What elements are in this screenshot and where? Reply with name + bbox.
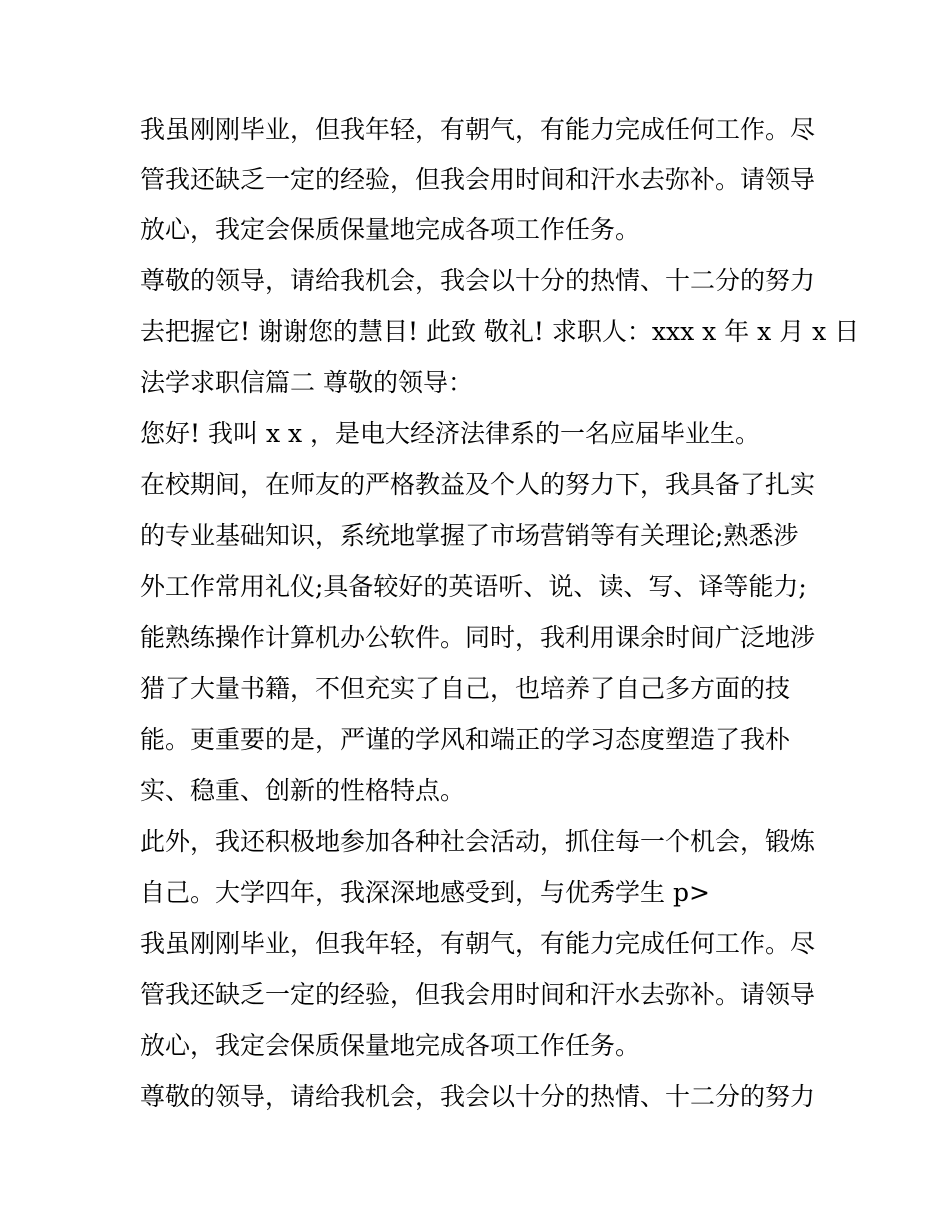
text-line: 管我还缺乏一定的经验，但我会用时间和汗水去弥补。请领导: [140, 165, 816, 194]
text-line: 去把握它! 谢谢您的慧目! 此致 敬礼! 求职人：xxx x 年 x 月 x 日: [140, 317, 860, 346]
text-line: 自己。大学四年，我深深地感受到，与优秀学生 p>: [140, 878, 710, 907]
text-line: 尊敬的领导，请给我机会，我会以十分的热情、十二分的努力: [140, 1082, 816, 1111]
text-line: 猎了大量书籍，不但充实了自己，也培养了自己多方面的技: [140, 674, 791, 703]
text-line: 我虽刚刚毕业，但我年轻，有朝气，有能力完成任何工作。尽: [140, 115, 816, 144]
text-line: 放心，我定会保质保量地完成各项工作任务。: [140, 1031, 641, 1060]
text-line: 能熟练操作计算机办公软件。同时，我利用课余时间广泛地涉: [140, 623, 816, 652]
text-line: 此外，我还积极地参加各种社会活动，抓住每一个机会，锻炼: [140, 827, 816, 856]
text-line: 实、稳重、创新的性格特点。: [140, 776, 466, 805]
text-line: 放心，我定会保质保量地完成各项工作任务。: [140, 215, 641, 244]
text-line: 的专业基础知识，系统地掌握了市场营销等有关理论;熟悉涉: [140, 521, 799, 550]
text-line: 法学求职信篇二 尊敬的领导：: [140, 368, 473, 397]
text-line: 您好! 我叫 x x ，是电大经济法律系的一名应届毕业生。: [140, 419, 761, 448]
text-line: 尊敬的领导，请给我机会，我会以十分的热情、十二分的努力: [140, 266, 816, 295]
text-line: 管我还缺乏一定的经验，但我会用时间和汗水去弥补。请领导: [140, 980, 816, 1009]
text-line: 我虽刚刚毕业，但我年轻，有朝气，有能力完成任何工作。尽: [140, 929, 816, 958]
text-line: 能。更重要的是，严谨的学风和端正的学习态度塑造了我朴: [140, 725, 791, 754]
text-line: 外工作常用礼仪;具备较好的英语听、说、读、写、译等能力;: [140, 572, 807, 601]
text-line: 在校期间，在师友的严格教益及个人的努力下，我具备了扎实: [140, 470, 816, 499]
